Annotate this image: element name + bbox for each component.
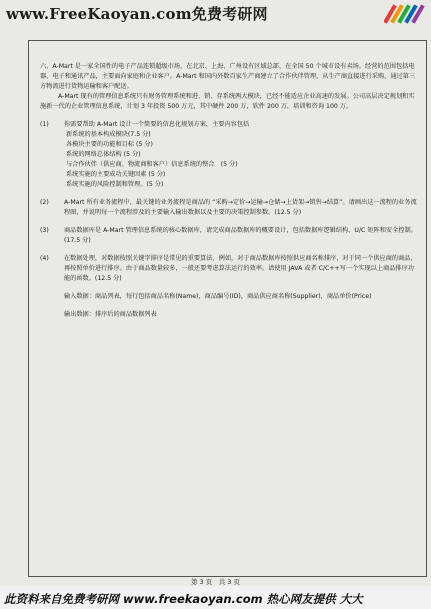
question-line: 系统实施的风险控制和管理。(5 分)	[66, 181, 164, 188]
intro-paragraph-2: A-Mart 现有的管理信息系统只有财务管理系统和进、销、存系统两大模块，已经不能适应企业高速的发展。公司高层决定规划和实施新一代的企业管理信息系统，计划 3 年投资 500 万元，其中硬件 200 万，软件 200 万，培训和咨询 100 万。	[40, 93, 415, 110]
output-data-description: 输出数据：排序后的商品数据列表	[64, 311, 157, 318]
question-number: (3)	[40, 227, 49, 234]
question-line: 系统实施的主要成功关键因素 (5 分)	[66, 171, 166, 178]
question-line: 新系统的基本构成模块(7.5 分)	[66, 131, 151, 138]
question-line: 系统的网络总体结构 (5 分)	[66, 151, 141, 158]
question-number: (2)	[40, 199, 49, 206]
question-2	[40, 198, 418, 218]
question-line: 商品数据库是 A-Mart 管理信息系统的核心数据库，请完成商品数据库的概要设计，包括数据库逻辑结构、U/C 矩阵和安全控制。(17.5 分)	[64, 227, 417, 244]
intro-paragraph-1: 六、A-Mart 是一家全国性的电子产品连锁超级市场，在北京、上海、广州设有区域总部，在全国 50 个城市设有卖场。经营的范围包括电器、电子和通讯产品，主要面向家庭和企业客户。A-Mart 和国内外数百家生产商建立了合作伙伴管理，从生产商直接进行采购，通过第三方物流进行货物运输和客户配送。	[40, 63, 416, 90]
input-data-description: 输入数据：商品列表，每行包括商品名称(Name)，商品编号(ID)，商品供应商名称(Supplier)，商品单价(Price)	[64, 293, 372, 300]
site-watermark-header: www.FreeKaoyan.com免费考研网	[6, 5, 268, 23]
question-line: 在数据处理，对数据按照关键字排序是常见的重要算法，例如，对于商品数据库按照供应商名称排序，对于同一个供应商的商品，再按照单价进行排序。由于商品数量较多，一般还要考虑算法运行的效率。请使用 JAVA 或者 C/C++写一个实现以上商品排序功能的函数。(12.5 分)	[64, 255, 417, 282]
page-number: 第 3 页 共 3 页	[190, 578, 241, 586]
question-number: (1)	[40, 121, 49, 128]
site-logo-icon	[384, 2, 426, 28]
exam-question-body	[40, 62, 418, 320]
question-line: A-Mart 所有业务流程中，最关键的业务流程是商品的 “采购→定价→运输→仓储→上货架→销售→结算”。请画出这一流程的业务流程图，并说明每一个流程涉及的主要输入输出数据以及主要的决策控制参数。(12.5 分)	[64, 199, 417, 216]
question-3	[40, 226, 418, 246]
question-number: (4)	[40, 255, 49, 262]
question-4	[40, 254, 418, 320]
question-line: 与合作伙伴（供应商、物流商和客户）信息系统的整合 (5 分)	[66, 161, 238, 168]
question-line: 各模块主要的功能和目标 (5 分)	[66, 141, 153, 148]
question-1	[40, 120, 418, 190]
question-line: 你需要帮助 A-Mart 设计一个简要的信息化规划方案，主要内容包括	[64, 121, 250, 128]
footer-watermark-text: 此资料来自免费考研网 www.freekaoyan.com 热心网友提供 大大	[4, 592, 363, 606]
